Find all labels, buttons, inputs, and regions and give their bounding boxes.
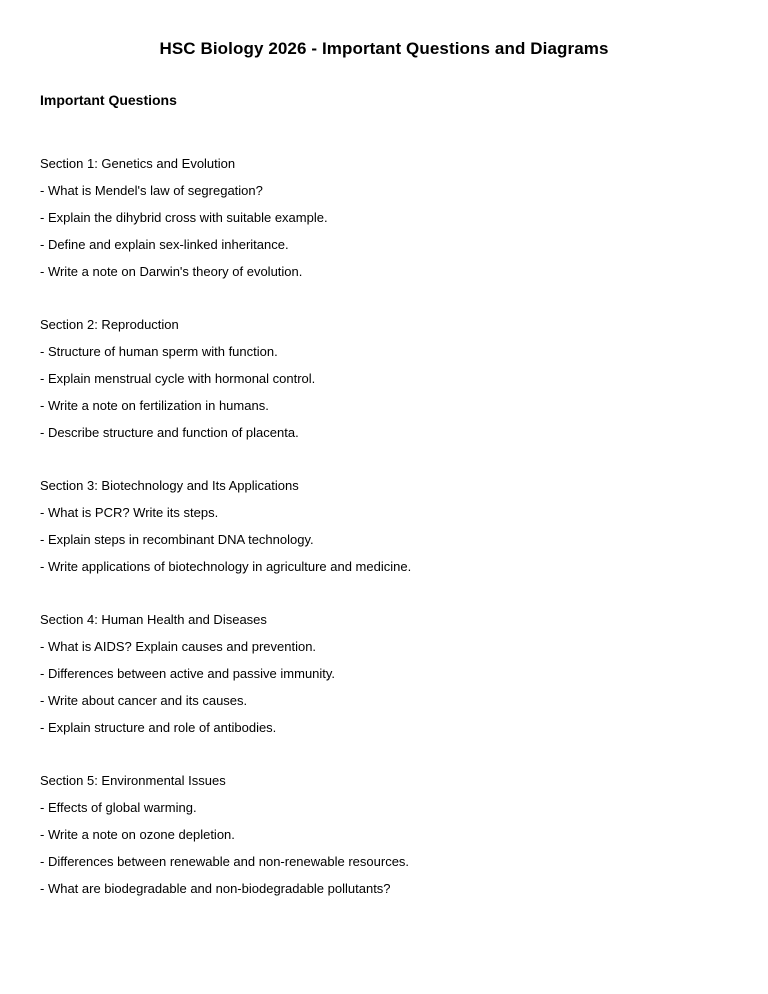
question-item: - Explain the dihybrid cross with suitable example.	[40, 210, 328, 225]
question-item: - Define and explain sex-linked inheritance.	[40, 237, 289, 252]
section-human-health-diseases	[40, 606, 728, 741]
question-item: - Explain structure and role of antibodies.	[40, 720, 277, 735]
question-item: - Effects of global warming.	[40, 800, 197, 815]
question-item: - Write a note on ozone depletion.	[40, 827, 235, 842]
section-title: Section 5: Environmental Issues	[40, 773, 226, 788]
question-item: - Explain steps in recombinant DNA technology.	[40, 532, 314, 547]
question-item: - Differences between active and passive immunity.	[40, 666, 336, 681]
question-item: - What is Mendel's law of segregation?	[40, 183, 263, 198]
document-title: HSC Biology 2026 - Important Questions and Diagrams	[159, 39, 609, 58]
question-item: - Describe structure and function of placenta.	[40, 425, 299, 440]
important-questions-heading: Important Questions	[40, 92, 177, 108]
question-item: - Explain menstrual cycle with hormonal control.	[40, 371, 316, 386]
question-item: - Write about cancer and its causes.	[40, 693, 248, 708]
section-genetics-and-evolution	[40, 150, 728, 285]
section-environmental-issues	[40, 767, 728, 902]
question-sections	[40, 150, 728, 902]
question-item: - What are biodegradable and non-biodegradable pollutants?	[40, 881, 391, 896]
section-title: Section 3: Biotechnology and Its Applications	[40, 478, 299, 493]
section-title: Section 2: Reproduction	[40, 317, 179, 332]
question-item: - Write a note on fertilization in humans.	[40, 398, 269, 413]
section-title: Section 4: Human Health and Diseases	[40, 612, 267, 627]
question-item: - What is AIDS? Explain causes and prevention.	[40, 639, 317, 654]
section-reproduction	[40, 311, 728, 446]
section-title: Section 1: Genetics and Evolution	[40, 156, 236, 171]
question-item: - Structure of human sperm with function.	[40, 344, 278, 359]
section-biotechnology	[40, 472, 728, 580]
question-item: - Write a note on Darwin's theory of evolution.	[40, 264, 303, 279]
question-item: - Differences between renewable and non-renewable resources.	[40, 854, 410, 869]
question-item: - What is PCR? Write its steps.	[40, 505, 219, 520]
question-item: - Write applications of biotechnology in agriculture and medicine.	[40, 559, 412, 574]
